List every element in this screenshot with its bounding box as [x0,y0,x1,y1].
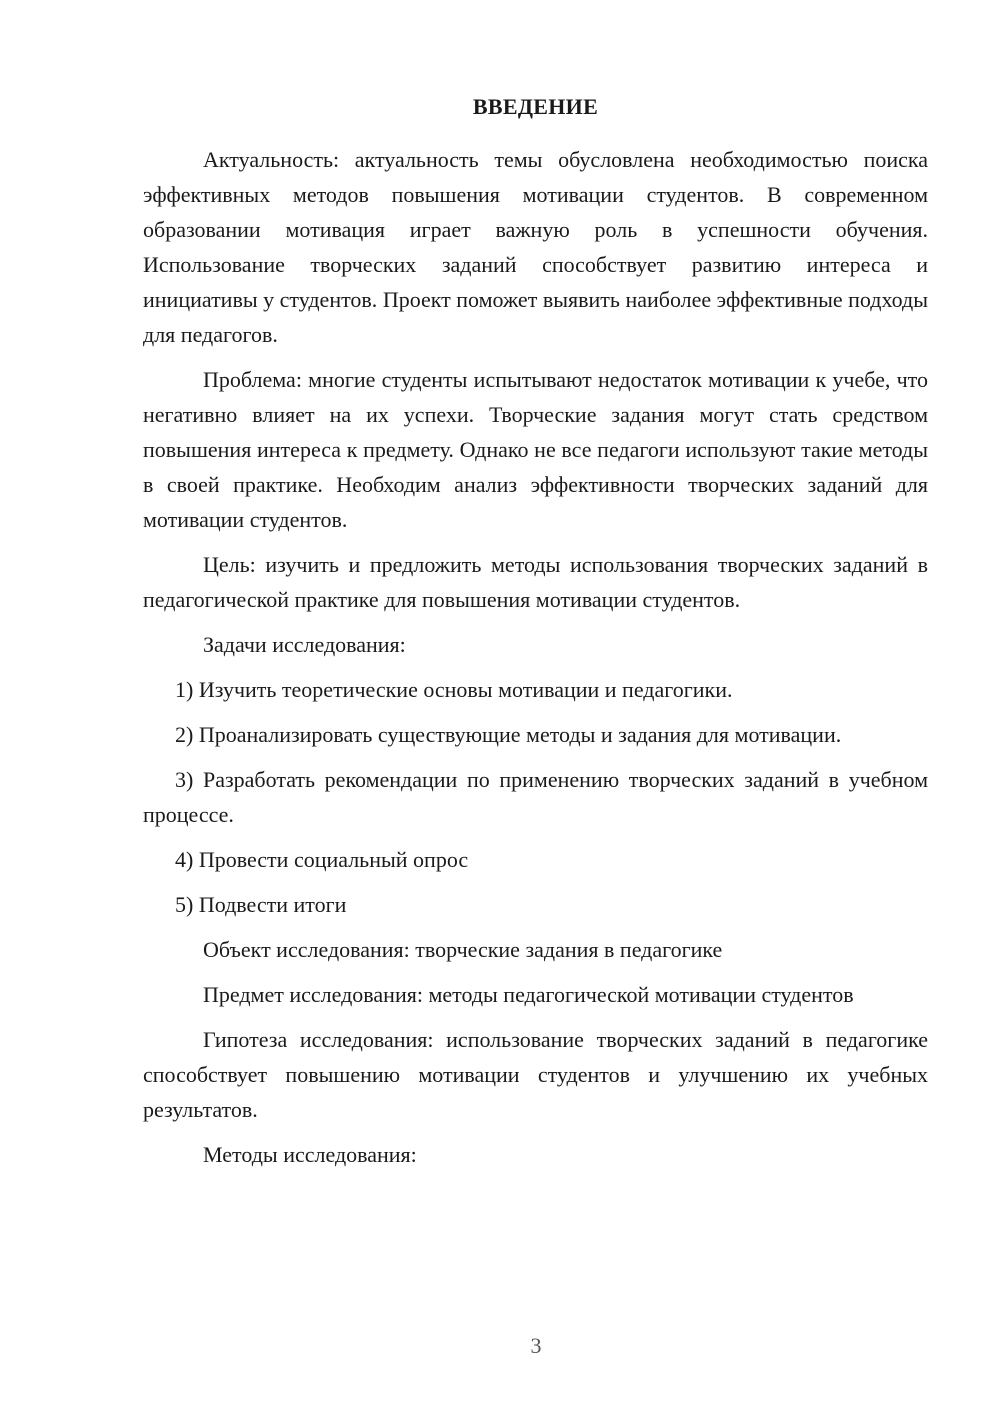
paragraph-hypothesis: Гипотеза исследования: использование творческих заданий в педагогике способствует повышению мотивации студентов и улучшению их учебных результатов. [143,1027,928,1122]
section-title: ВВЕДЕНИЕ [472,94,599,119]
paragraph-problem: Проблема: многие студенты испытывают недостаток мотивации к учебе, что негативно влияет на их успехи. Творческие задания могут стать средством повышения интереса к предмету. Однако не все педагоги используют такие методы в своей практике. Необходим анализ эффективности творческих заданий для мотивации студентов. [143,367,928,532]
task-item-5: 5) Подвести итоги [175,892,347,917]
paragraph-methods: Методы исследования: [203,1142,417,1167]
page-number: 3 [530,1333,542,1358]
paragraph-subject: Предмет исследования: методы педагогической мотивации студентов [203,982,854,1007]
paragraph-relevance: Актуальность: актуальность темы обусловлена необходимостью поиска эффективных методов повышения мотивации студентов. В современном образовании мотивация играет важную роль в успешности обучения. Использование творческих заданий способствует развитию интереса и инициативы у студентов. Проект поможет выявить наиболее эффективные подходы для педагогов. [143,147,928,347]
task-item-3: 3) Разработать рекомендации по применению творческих заданий в учебном процессе. [143,767,928,827]
paragraph-goal: Цель: изучить и предложить методы использования творческих заданий в педагогической практике для повышения мотивации студентов. [143,552,928,612]
task-item-1: 1) Изучить теоретические основы мотивации и педагогики. [175,677,733,702]
task-item-2: 2) Проанализировать существующие методы и задания для мотивации. [175,722,842,747]
paragraph-tasks-heading: Задачи исследования: [203,632,406,657]
task-item-4: 4) Провести социальный опрос [175,847,469,872]
paragraph-object: Объект исследования: творческие задания в педагогике [203,937,723,962]
document-page [143,92,928,1182]
